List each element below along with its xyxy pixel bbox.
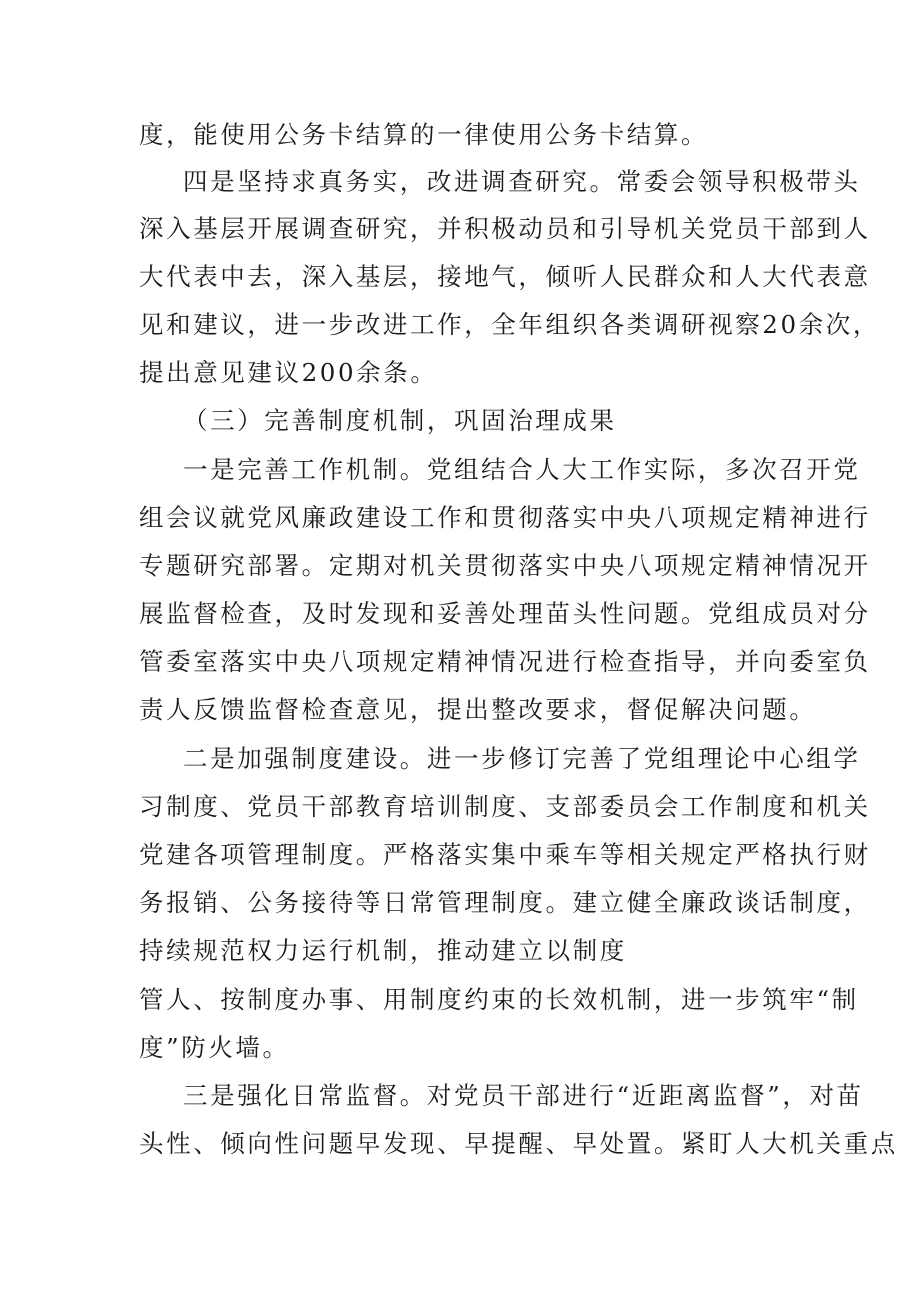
text-line: 党建各项管理制度。严格落实集中乘车等相关规定严格执行财	[139, 840, 871, 869]
text-line: 习制度、党员干部教育培训制度、支部委员会工作制度和机关	[139, 792, 871, 821]
text-line: 持续规范权力运行机制，推动建立以制度	[139, 936, 627, 965]
section-heading: （三）完善制度机制，巩固治理成果	[183, 406, 617, 435]
paragraph-first-line: 二是加强制度建设。进一步修订完善了党组理论中心组学	[183, 744, 861, 773]
text-line: 度”防火墙。	[139, 1033, 290, 1062]
text-line: 展监督检查，及时发现和妥善处理苗头性问题。党组成员对分	[139, 599, 871, 628]
text-line: 专题研究部署。定期对机关贯彻落实中央八项规定精神情况开	[139, 551, 871, 580]
paragraph-first-line: 三是强化日常监督。对党员干部进行“近距离监督”，对苗	[183, 1081, 864, 1110]
text-line: 管委室落实中央八项规定精神情况进行检查指导，并向委室负	[139, 647, 871, 676]
text-line: 头性、倾向性问题早发现、早提醒、早处置。紧盯人大机关重点	[139, 1129, 898, 1158]
text-line: 见和建议，进一步改进工作，全年组织各类调研视察20余次，	[139, 310, 880, 339]
paragraph-first-line: 四是坚持求真务实，改进调查研究。常委会领导积极带头	[183, 167, 861, 196]
text-line: 务报销、公务接待等日常管理制度。建立健全廉政谈话制度，	[139, 888, 871, 917]
text-line: 大代表中去，深入基层，接地气，倾听人民群众和人大代表意	[139, 262, 871, 291]
text-line: 责人反馈监督检查意见，提出整改要求，督促解决问题。	[139, 695, 817, 724]
text-line: 度，能使用公务卡结算的一律使用公务卡结算。	[139, 120, 709, 149]
text-line: 深入基层开展调查研究，并积极动员和引导机关党员干部到人	[139, 214, 871, 243]
text-line: 管人、按制度办事、用制度约束的长效机制，进一步筑牢“制	[139, 985, 859, 1014]
paragraph-first-line: 一是完善工作机制。党组结合人大工作实际，多次召开党	[183, 455, 861, 484]
text-line: 组会议就党风廉政建设工作和贯彻落实中央八项规定精神进行	[139, 503, 871, 532]
text-line: 提出意见建议200余条。	[139, 358, 438, 387]
